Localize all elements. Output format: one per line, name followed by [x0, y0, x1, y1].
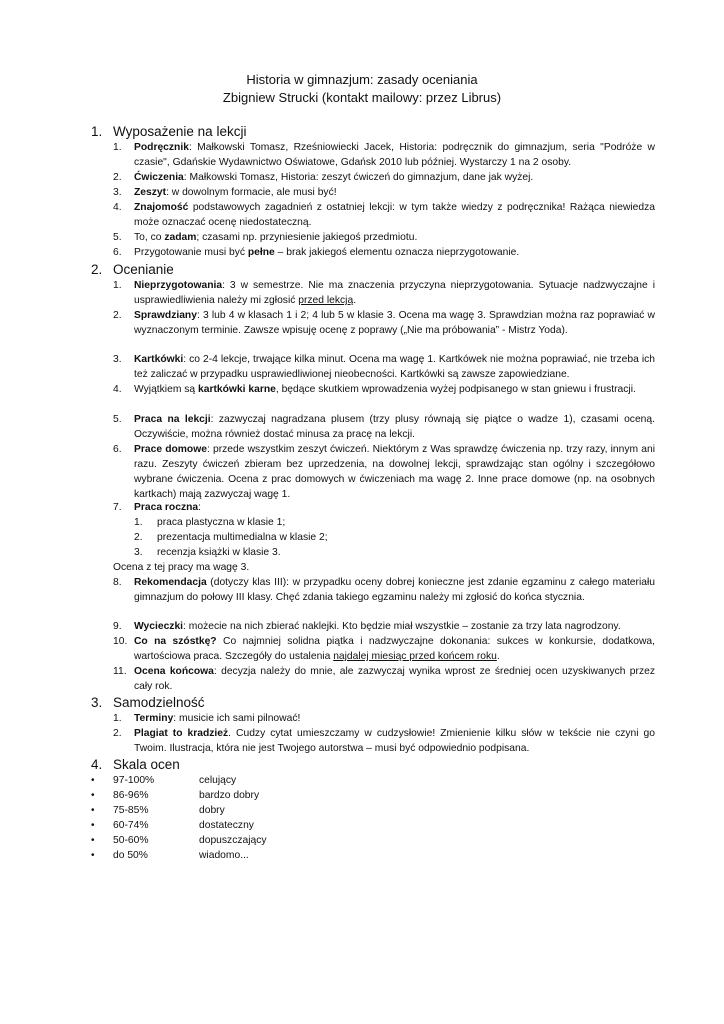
item-term: Znajomość [134, 202, 189, 213]
item-term: Nieprzygotowania [134, 280, 223, 291]
document-title: Historia w gimnazjum: zasady oceniania [246, 72, 478, 87]
item-number: 2. [113, 728, 122, 739]
list-item: Kartkówki: co 2-4 lekcje, trwające kilka minut. Ocena ma wagę 1. Kartkówek nie można poprawiać, nie trzeba ich też zaliczać w przypadku usprawiedliwionej nieobecności. Kartkówki są zawsze zapowiedziane. [134, 354, 655, 380]
item-term: Co na szóstkę? [134, 636, 217, 647]
item-number: 1. [113, 142, 122, 153]
sub-item-number: 1. [134, 517, 143, 528]
item-term: kartkówki karne [198, 384, 276, 395]
list-item: Ocena końcowa: decyzja należy do mnie, ale zazwyczaj wynika wprost ze średniej ocen uzyskiwanych przez cały rok. [134, 666, 655, 692]
grade-label: dobry [199, 805, 225, 816]
list-item: Nieprzygotowania: 3 w semestrze. Nie ma znaczenia przyczyna nieprzygotowania. Sytuacje nadzwyczajne i usprawiedliwienia należy mi zgłosić przed lekcją. [134, 280, 655, 306]
list-item: Znajomość podstawowych zagadnień z ostatniej lekcji: w tym także wiedzy z podręcznika! Rażąca niewiedza może oznaczać ocenę niedostateczną. [134, 202, 655, 228]
item-number: 10. [113, 636, 128, 647]
item-term: Zeszyt [134, 187, 167, 198]
underlined-text: najdalej miesiąc przed końcem roku [333, 651, 497, 662]
section-title-grade-scale: Skala ocen [113, 757, 180, 772]
list-item: Terminy: musicie ich sami pilnować! [134, 713, 301, 724]
grade-range: 75-85% [113, 805, 149, 816]
item-term: Terminy [134, 713, 174, 724]
grade-range: 86-96% [113, 790, 149, 801]
item-term: Sprawdziany [134, 310, 197, 321]
sub-item-number: 3. [134, 547, 143, 558]
list-item: Podręcznik: Małkowski Tomasz, Rześniowiecki Jacek, Historia: podręcznik do gimnazjum, seria "Podróże w czasie", Gdańskie Wydawnictwo Oświatowe, Gdańsk 2010 lub później. Wystarczy 1 na 2 osoby. [134, 142, 655, 168]
item-number: 6. [113, 247, 122, 258]
list-item: Przygotowanie musi być pełne – brak jakiegoś elementu oznacza nieprzygotowanie. [134, 247, 520, 258]
item-term: Rekomendacja [134, 577, 207, 588]
list-item: Praca roczna: [134, 502, 201, 513]
section-number: 2. [91, 262, 103, 277]
item-number: 6. [113, 444, 122, 455]
grade-label: dostateczny [199, 820, 254, 831]
item-term: Kartkówki [134, 354, 184, 365]
bullet-icon: • [91, 790, 95, 801]
item-number: 1. [113, 713, 122, 724]
bullet-icon: • [91, 850, 95, 861]
item-term: pełne [247, 247, 275, 258]
list-item: Sprawdziany: 3 lub 4 w klasach 1 i 2; 4 lub 5 w klasie 3. Ocena ma wagę 3. Sprawdzian można raz poprawiać w wyznaczonym terminie. Zawsze wpisuję ocenę z poprawy („Nie ma próbowania” - Mistrz Yoda). [134, 310, 655, 336]
bullet-icon: • [91, 775, 95, 786]
list-item: Prace domowe: przede wszystkim zeszyt ćwiczeń. Niektórym z Was sprawdzę ćwiczenia np. trzy razy, innym ani razu. Zeszyty ćwiczeń zbieram bez uprzedzenia, na dowolnej lekcji, sprawdzając stan ogólny i szczegółowo wybrane ćwiczenia. Ocena z prac domowych w ćwiczeniach ma wagę 2. Inne prace domowe (np. na osobnych kartkach) mają zazwyczaj wagę 1. [134, 444, 655, 500]
sub-list-item: prezentacja multimedialna w klasie 2; [157, 532, 328, 543]
item-number: 2. [113, 172, 122, 183]
bullet-icon: • [91, 805, 95, 816]
item-number: 3. [113, 354, 122, 365]
item-number: 5. [113, 414, 122, 425]
item-number: 2. [113, 310, 122, 321]
item-number: 9. [113, 621, 122, 632]
grade-label: bardzo dobry [199, 790, 260, 801]
section-number: 4. [91, 757, 103, 772]
bullet-icon: • [91, 820, 95, 831]
item-term: Prace domowe [134, 444, 207, 455]
list-item: Ćwiczenia: Małkowski Tomasz, Historia: zeszyt ćwiczeń do gimnazjum, dane jak wyżej. [134, 172, 534, 183]
section-number: 1. [91, 124, 103, 139]
grade-range: 50-60% [113, 835, 149, 846]
item-number: 4. [113, 384, 122, 395]
sub-list-item: praca plastyczna w klasie 1; [157, 517, 286, 528]
list-item: Wycieczki: możecie na nich zbierać naklejki. Kto będzie miał wszystkie – zostanie za trzy lata nagrodzony. [134, 621, 621, 632]
grade-label: celujący [199, 775, 237, 786]
item-term: Praca roczna [134, 502, 199, 513]
item-number: 7. [113, 502, 122, 513]
list-item: Rekomendacja (dotyczy klas III): w przypadku oceny dobrej konieczne jest zdanie egzaminu z całego materiału gimnazjum do połowy III klasy. Chęć zdania takiego egzaminu należy mi zgłosić do końca stycznia. [134, 577, 655, 603]
item-number: 11. [113, 666, 127, 677]
section-title-independence: Samodzielność [113, 695, 205, 710]
grade-label: dopuszczający [199, 835, 267, 846]
item-term: zadam [164, 232, 197, 243]
grade-range: do 50% [113, 850, 148, 861]
item-term: Wycieczki [134, 621, 184, 632]
list-item: Co na szóstkę? Co najmniej solidna piątka i nadzwyczajne dokonania: sukces w konkursie, dodatkowa, wartościowa praca. Szczegóły do ustalenia najdalej miesiąc przed końcem roku. [134, 636, 656, 662]
item-term: Podręcznik [134, 142, 189, 153]
item-term: Ćwiczenia [134, 172, 184, 183]
grade-label: wiadomo... [199, 850, 249, 861]
underlined-text: przed lekcją [298, 295, 354, 306]
section-number: 3. [91, 695, 103, 710]
grade-range: 97-100% [113, 775, 155, 786]
sub-list-item: recenzja książki w klasie 3. [157, 547, 281, 558]
section-title-grading: Ocenianie [113, 262, 174, 277]
item-term: Plagiat to kradzież [134, 728, 229, 739]
item-number: 5. [113, 232, 122, 243]
note-text: Ocena z tej pracy ma wagę 3. [113, 562, 250, 573]
item-number: 1. [113, 280, 122, 291]
list-item: Wyjątkiem są kartkówki karne, będące skutkiem wprowadzenia wyżej podpisanego w stan gniewu i frustracji. [134, 384, 636, 395]
document-subtitle: Zbigniew Strucki (kontakt mailowy: przez Librus) [222, 90, 502, 105]
list-item: Zeszyt: w dowolnym formacie, ale musi być! [134, 187, 337, 198]
list-item: Praca na lekcji: zazwyczaj nagradzana plusem (trzy plusy równają się piątce o wadze 1), czasami oceną. Oczywiście, można również dostać minusa za pracę na lekcji. [134, 414, 655, 440]
sub-item-number: 2. [134, 532, 143, 543]
item-number: 4. [113, 202, 122, 213]
section-title-equipment: Wyposażenie na lekcji [113, 124, 247, 139]
item-number: 3. [113, 187, 122, 198]
item-number: 8. [113, 577, 122, 588]
list-item: To, co zadam; czasami np. przyniesienie jakiegoś przedmiotu. [134, 232, 418, 243]
list-item: Plagiat to kradzież. Cudzy cytat umieszczamy w cudzysłowie! Zmienienie kilku słów w tekście nie czyni go Twoim. Ilustracja, która nie jest Twojego autorstwa – musi być odpowiednio podpisana. [134, 728, 656, 754]
item-term: Ocena końcowa [134, 666, 214, 677]
grade-range: 60-74% [113, 820, 149, 831]
item-term: Praca na lekcji [134, 414, 211, 425]
bullet-icon: • [91, 835, 95, 846]
